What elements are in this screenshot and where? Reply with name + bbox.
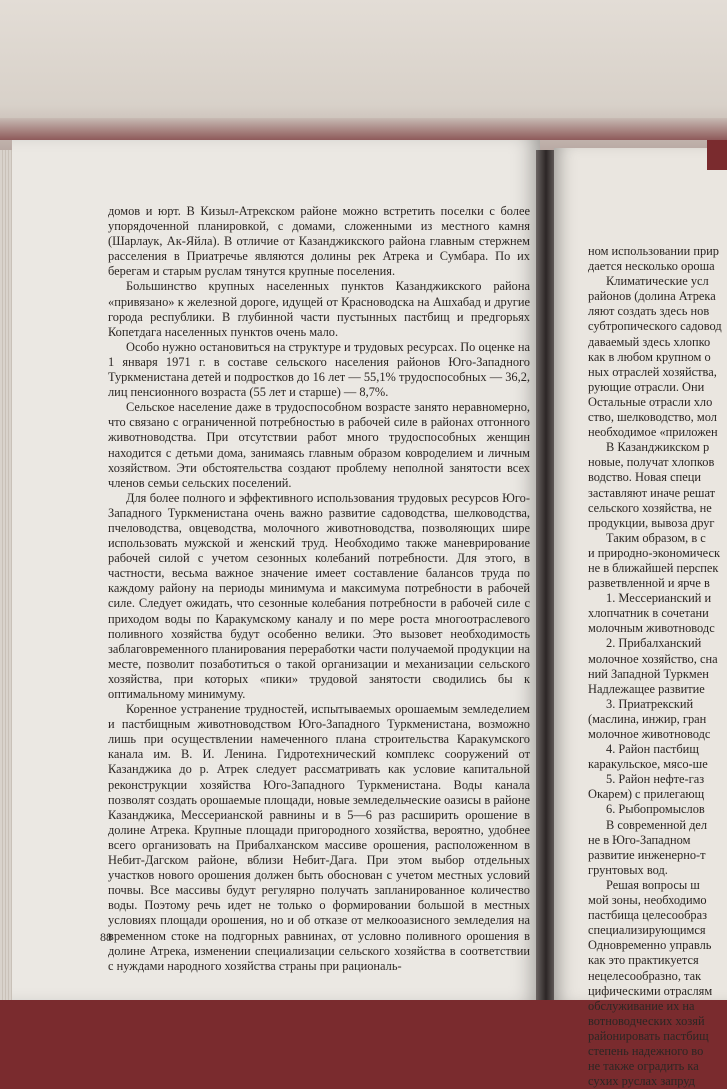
cover-corner: [707, 140, 727, 170]
right-page-line: Одновременно управль: [588, 938, 712, 953]
right-page-line: районов (долина Атрека: [588, 289, 716, 304]
right-page-line: грунтовых вод.: [588, 862, 668, 877]
right-page-line: необходимое «приложен: [588, 425, 718, 440]
right-page-line: как это практикуется: [588, 953, 699, 968]
right-page-line: не в Юго-Западном: [588, 832, 691, 847]
right-page-line: новые, получат хлопков: [588, 455, 715, 470]
right-page-line: Надлежащее развитие: [588, 681, 705, 696]
right-page-line: не также оградить ка: [588, 1059, 699, 1074]
right-page-line: районировать пастбищ: [588, 1028, 709, 1043]
right-page-line: разветвленной и ярче в: [588, 576, 710, 591]
right-page-line: рующие отрасли. Они: [588, 379, 705, 394]
right-page-line: 6. Рыбопромыслов: [606, 802, 705, 817]
right-page-line: молочное животноводс: [588, 727, 711, 741]
right-page-line: продукции, вывоза друг: [588, 515, 715, 530]
right-page-line: сухих руслах запруд: [588, 1074, 695, 1089]
paragraph: домов и юрт. В Кизыл-Атрекском районе можно встретить поселки с более упорядоченной планировкой, с домами, сложенными из местного камня (Шарлаук, Ак-Яйла). В отличие от Казанджикского района главным стержнем расселения в Приатречье являются долины рек Атрека и Сумбара. По их берегам и старым руслам тянутся крупные поселения.: [108, 204, 530, 279]
right-page-line: развитие инженерно-т: [588, 847, 706, 862]
right-page-line: 5. Район нефте-газ: [606, 772, 705, 787]
right-page-line: заставляют иначе решат: [588, 485, 716, 500]
right-page-line: Климатические усл: [606, 274, 709, 289]
right-page-line: пастбища целесообраз: [588, 908, 708, 923]
right-page-line: Таким образом, в с: [606, 530, 706, 545]
right-page-line: вотноводческих хозяй: [588, 1013, 705, 1028]
right-page-line: хлопчатник в сочетани: [588, 606, 709, 621]
right-page-line: мой зоны, необходимо: [588, 893, 707, 908]
right-page-line: каракульское, мясо-ше: [588, 757, 708, 772]
right-page-line: ство, шелководство, мол: [588, 410, 717, 425]
right-page-line: 2. Прибалханский: [606, 636, 702, 651]
right-page-line: даваемый здесь хлопко: [588, 334, 711, 349]
right-page-line: ний Западной Туркмен: [588, 666, 709, 681]
right-page-line: молочное хозяйство, сна: [588, 651, 718, 666]
right-page-line: нецелесообразно, так: [588, 968, 702, 983]
right-page-line: Решая вопросы ш: [606, 877, 700, 892]
right-page-line: сельского хозяйства, не: [588, 500, 712, 515]
paragraph: Коренное устранение трудностей, испытываемых орошаемым земледелием и пастбищным животноводством Юго-Западного Туркменистана, возможно лишь при осуществлении намеченного плана строительства Каракумского канала им. В. И. Ленина. Гидротехнический комплекс сооружений от Казанджика до р. Атрек следует рассматривать как условие капитальной реконструкции хозяйства Юго-Западного Туркменистана. Воды канала позволят создать орошаемые площади, новые земледельческие оазисы в районе Казанджика, Мессерианской равнины и в 5—6 раз расширить орошение в долине Атрека. Крупные площади пригородного хозяйства, вероятно, удобнее всего организовать на Прибалханском массиве орошения, расположенном в Небит-Дагском районе, вблизи Небит-Дага. При этом выбор отдельных участков нового орошения должен быть обоснован с учетом местных условий почвы. Все массивы будут регулярно получать запланированное количество воды. Поэтому речь идет не только о формировании большой в местных условиях площади орошения, но и об отказе от мелкооазисного земледелия на временном стоке на подгорных равнинах, от условно поливного орошения в долине Атрека, изменении специализации сельского хозяйства в соответствии с нуждами народного хозяйства страны при рациональ-: [108, 702, 530, 973]
right-page-line: (маслина, инжир, гран: [588, 711, 707, 726]
right-page-line: ном использовании прир: [588, 244, 720, 258]
book-gutter: [536, 150, 556, 1000]
right-page-line: В современной дел: [606, 817, 708, 832]
right-page-line: цифическими отраслям: [588, 983, 713, 998]
right-page-text: [588, 244, 727, 1089]
right-page-line: 3. Приатрекский: [606, 696, 694, 711]
left-page-text: [108, 204, 530, 974]
paragraph: Большинство крупных населенных пунктов Казанджикского района «привязано» к железной дороге, идущей от Красноводска на Ашхабад и другие города республики. В глубинной части пустынных пастбищ и предгорьях Копетдага населенных пунктов очень мало.: [108, 279, 530, 339]
right-page-line: ных отраслей хозяйства,: [588, 364, 717, 379]
right-page-line: Остальные отрасли хло: [588, 394, 713, 409]
paragraph: Сельское население даже в трудоспособном возрасте занято неравномерно, что связано с ограниченной потребностью в рабочей силе в районах отгонного животноводства. При отсутствии работ много трудоспособных женщин находится с детьми дома, занимаясь главным образом ковроделием и личным хозяйством. Эти обстоятельства создают проблему неполной занятости всех членов семьи сельских поселений.: [108, 400, 530, 490]
paragraph: Особо нужно остановиться на структуре и трудовых ресурсах. По оценке на 1 января 1971 г. в составе сельского населения районов Юго-Западного Туркменистана детей и подростков до 16 лет — 55,1% трудоспособных — 36,2, лиц пенсионного возраста (55 лет и старше) — 8,7%.: [108, 339, 530, 400]
right-page-line: водство. Новая специ: [588, 470, 701, 485]
right-page-line: 4. Район пастбищ: [606, 742, 699, 757]
right-page-line: 1. Мессерианский и: [606, 591, 712, 606]
page-number: 88: [100, 930, 112, 944]
right-page-line: как в любом крупном о: [588, 349, 711, 364]
right-page-line: не в ближайшей перспек: [588, 560, 719, 575]
right-page-line: Окарем) с прилегающ: [588, 787, 705, 802]
right-page-line: степень надежного во: [588, 1043, 704, 1058]
right-page-line: обслуживание их на: [588, 998, 695, 1013]
right-page-line: дается несколько ороша: [588, 259, 715, 274]
book-cover-edge: [0, 118, 727, 140]
right-page-line: субтропического садовод: [588, 319, 722, 334]
right-page-line: ляют создать здесь нов: [588, 304, 710, 319]
right-page-line: и природно-экономическ: [588, 545, 721, 560]
paragraph: Для более полного и эффективного использования трудовых ресурсов Юго-Западного Туркменистана очень важно развитие садоводства, шелководства, пчеловодства, овцеводства, молочного животноводства, позволяющих шире использовать мужской и женский труд. Необходимо также маневрирование рабочей силой с учетом сезонных колебаний потребности. Для этого, в частности, весьма важное значение имеет составление балансов труда по каждому району на периоды минимума и максимума потребности в рабочей силе. Следует ожидать, что сезонные колебания потребности в рабочей силе с приходом воды по Каракумскому каналу и по мере роста многоотраслевого поливного хозяйства будут особенно велики. Это вызовет необходимость заблаговременного планирования переработки части получаемой продукции на месте, позволит позаботиться о такой организации и механизации сельского хозяйства, при которых «пики» трудовой занятости сводились бы к оптимальному минимуму.: [108, 490, 530, 701]
right-page-line: В Казанджикском р: [606, 440, 710, 455]
right-page-line: специализирующимся: [588, 923, 706, 938]
right-page-line: молочным животноводс: [588, 621, 715, 636]
